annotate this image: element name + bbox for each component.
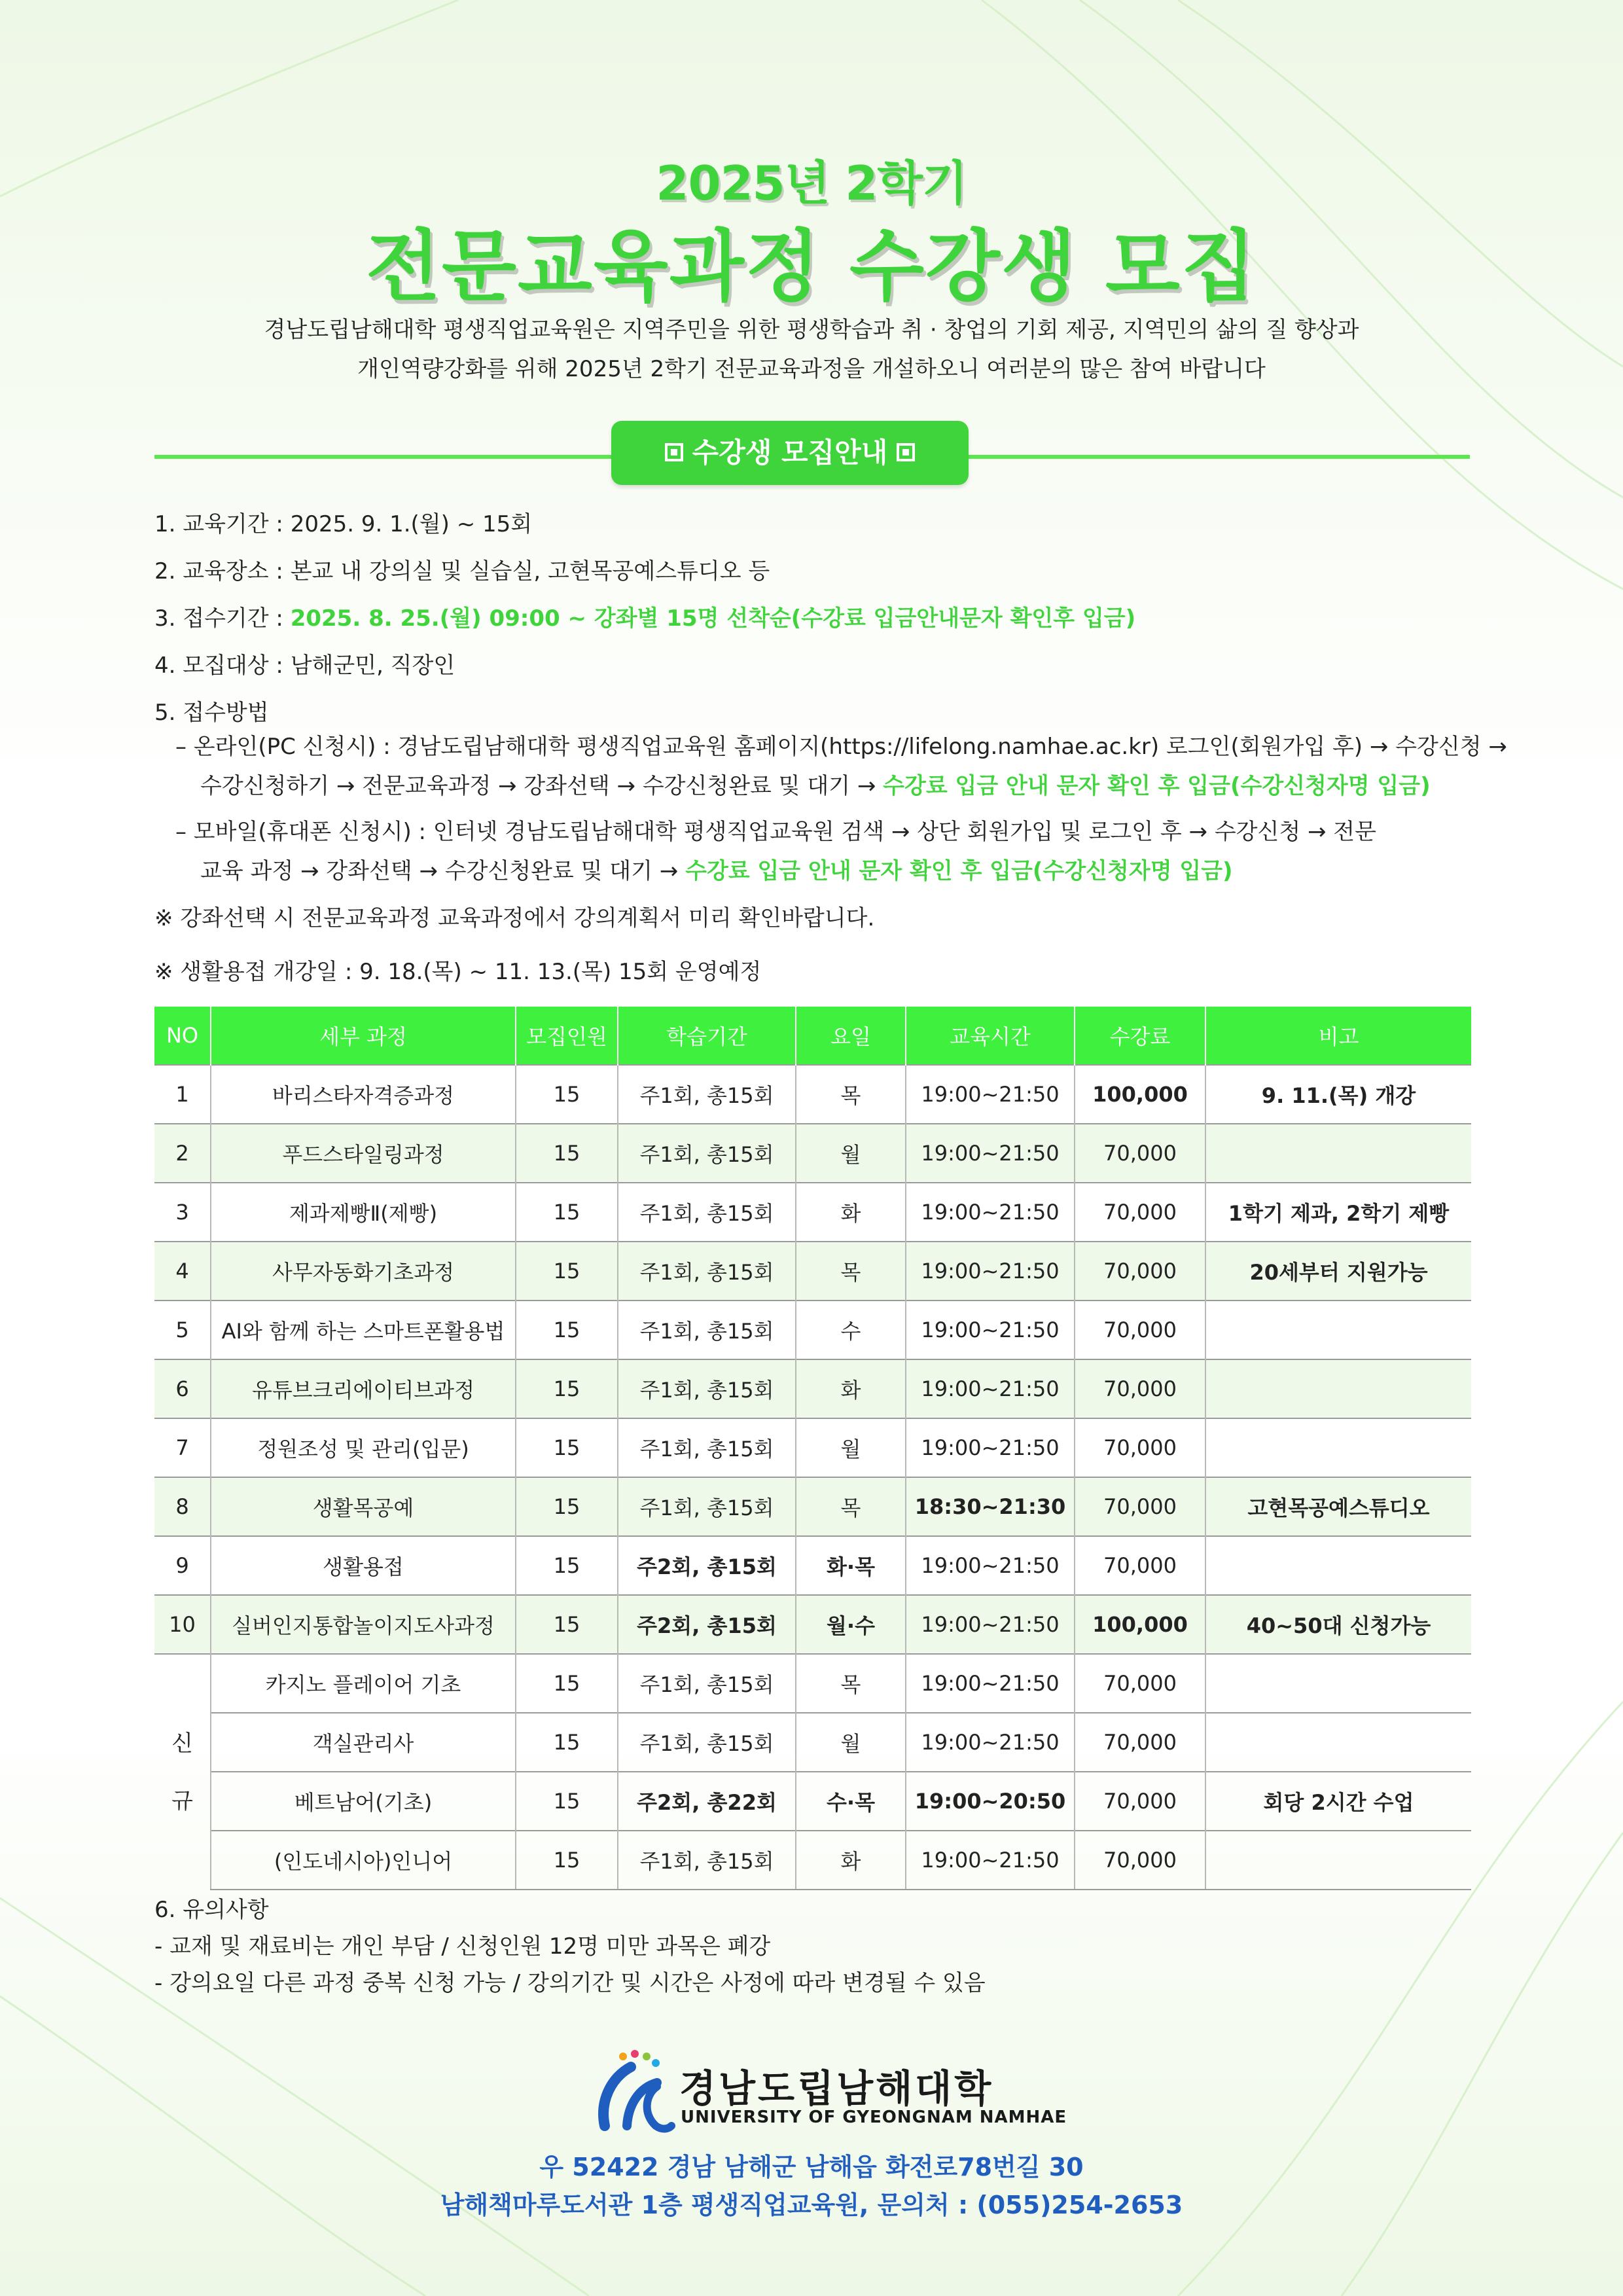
cell-capacity: 15 <box>516 1772 618 1831</box>
info-online-2 <box>200 770 1522 802</box>
cell-time: 19:00~21:50 <box>906 1183 1075 1242</box>
col-header-period: 학습기간 <box>618 1007 796 1065</box>
cell-period: 주1회, 총15회 <box>618 1300 796 1359</box>
cell-fee: 70,000 <box>1075 1831 1205 1890</box>
info-note-check: ※ 강좌선택 시 전문교육과정 교육과정에서 강의계획서 미리 확인바랍니다. <box>154 905 875 931</box>
col-header-capacity: 모집인원 <box>516 1007 618 1065</box>
cell-time: 19:00~21:50 <box>906 1536 1075 1595</box>
table-row <box>154 1359 1471 1418</box>
cell-time: 19:00~21:50 <box>906 1359 1075 1418</box>
cell-course: 푸드스타일링과정 <box>211 1124 516 1183</box>
info-period: 1. 교육기간 : 2025. 9. 1.(월) ~ 15회 <box>154 511 533 537</box>
cell-capacity: 15 <box>516 1124 618 1183</box>
col-header-day: 요일 <box>796 1007 906 1065</box>
cell-time: 19:00~21:50 <box>906 1831 1075 1890</box>
cell-day: 월·수 <box>796 1595 906 1654</box>
cell-time: 19:00~21:50 <box>906 1595 1075 1654</box>
cell-no: 7 <box>154 1418 211 1477</box>
cell-note: 20세부터 지원가능 <box>1205 1242 1471 1300</box>
notes-line-1: - 교재 및 재료비는 개인 부담 / 신청인원 12명 미만 과목은 폐강 <box>154 1933 771 1960</box>
info-reception-value: 2025. 8. 25.(월) 09:00 ~ 강좌별 15명 선착순(수강료 입금안내문자 확인후 입금) <box>290 605 1136 632</box>
cell-day: 화·목 <box>796 1536 906 1595</box>
cell-time: 19:00~20:50 <box>906 1772 1075 1831</box>
logo-name: 경남도립남해대학 <box>679 2066 994 2111</box>
cell-period: 주1회, 총15회 <box>618 1831 796 1890</box>
cell-no: 1 <box>154 1065 211 1124</box>
cell-day: 목 <box>796 1242 906 1300</box>
cell-course: 생활목공예 <box>211 1477 516 1536</box>
address-line-2: 남해책마루도서관 1층 평생직업교육원, 문의처 : (055)254-2653 <box>440 2191 1183 2219</box>
cell-no: 8 <box>154 1477 211 1536</box>
cell-period: 주2회, 총22회 <box>618 1772 796 1831</box>
cell-no: 6 <box>154 1359 211 1418</box>
square-icon <box>665 443 683 461</box>
cell-capacity: 15 <box>516 1595 618 1654</box>
table-row <box>154 1477 1471 1536</box>
cell-time: 19:00~21:50 <box>906 1713 1075 1772</box>
cell-note <box>1205 1654 1471 1713</box>
cell-fee: 100,000 <box>1075 1595 1205 1654</box>
cell-fee: 100,000 <box>1075 1065 1205 1124</box>
cell-period: 주2회, 총15회 <box>618 1536 796 1595</box>
cell-period: 주1회, 총15회 <box>618 1124 796 1183</box>
cell-capacity: 15 <box>516 1065 618 1124</box>
cell-course: AI와 함께 하는 스마트폰활용법 <box>211 1300 516 1359</box>
cell-no: 10 <box>154 1595 211 1654</box>
section-title: 수강생 모집안내 <box>692 437 888 469</box>
cell-note: 1학기 제과, 2학기 제빵 <box>1205 1183 1471 1242</box>
cell-no: 9 <box>154 1536 211 1595</box>
info-mobile-1: – 모바일(휴대폰 신청시) : 인터넷 경남도립남해대학 평생직업교육원 검색 → 상단 회원가입 및 로그인 후 → 수강신청 → 전문 <box>175 819 1376 845</box>
cell-note: 40~50대 신청가능 <box>1205 1595 1471 1654</box>
cell-period: 주1회, 총15회 <box>618 1183 796 1242</box>
cell-course: (인도네시아)인니어 <box>211 1831 516 1890</box>
table-row <box>154 1654 1471 1713</box>
title-year: 2025년 2학기 <box>656 156 967 211</box>
cell-course: 제과제빵Ⅱ(제빵) <box>211 1183 516 1242</box>
cell-capacity: 15 <box>516 1418 618 1477</box>
table-row <box>154 1713 1471 1772</box>
university-logo <box>593 2049 1067 2140</box>
logo-subtitle: UNIVERSITY OF GYEONGNAM NAMHAE <box>681 2108 1067 2127</box>
cell-course: 정원조성 및 관리(입문) <box>211 1418 516 1477</box>
cell-capacity: 15 <box>516 1831 618 1890</box>
cell-course: 실버인지통합놀이지도사과정 <box>211 1595 516 1654</box>
cell-time: 19:00~21:50 <box>906 1300 1075 1359</box>
info-online-2-green: 수강료 입금 안내 문자 확인 후 입금(수강신청자명 입금) <box>883 773 1431 799</box>
cell-period: 주1회, 총15회 <box>618 1359 796 1418</box>
cell-period: 주1회, 총15회 <box>618 1654 796 1713</box>
cell-day: 수 <box>796 1300 906 1359</box>
cell-time: 18:30~21:30 <box>906 1477 1075 1536</box>
cell-no: 4 <box>154 1242 211 1300</box>
info-reception <box>154 603 1476 634</box>
info-note-schedule: ※ 생활용접 개강일 : 9. 18.(목) ~ 11. 13.(목) 15회 운영예정 <box>154 959 762 985</box>
table-row <box>154 1418 1471 1477</box>
square-icon <box>897 443 915 461</box>
col-header-no: NO <box>154 1007 211 1065</box>
page-title: 전문교육과정 수강생 모집 <box>365 221 1258 312</box>
table-row <box>154 1065 1471 1124</box>
info-mobile-2 <box>200 855 1522 887</box>
cell-time: 19:00~21:50 <box>906 1124 1075 1183</box>
cell-fee: 70,000 <box>1075 1477 1205 1536</box>
cell-capacity: 15 <box>516 1242 618 1300</box>
cell-capacity: 15 <box>516 1713 618 1772</box>
cell-period: 주2회, 총15회 <box>618 1595 796 1654</box>
table-row <box>154 1300 1471 1359</box>
cell-course: 바리스타자격증과정 <box>211 1065 516 1124</box>
cell-time: 19:00~21:50 <box>906 1654 1075 1713</box>
info-mobile-2-text: 교육 과정 → 강좌선택 → 수강신청완료 및 대기 → <box>200 858 686 884</box>
table-header-row <box>154 1007 1471 1065</box>
cell-note <box>1205 1300 1471 1359</box>
section-title-badge <box>611 421 969 485</box>
cell-day: 월 <box>796 1713 906 1772</box>
cell-note: 회당 2시간 수업 <box>1205 1772 1471 1831</box>
intro-line-1: 경남도립남해대학 평생직업교육원은 지역주민을 위한 평생학습과 취 · 창업의 기회 제공, 지역민의 삶의 질 향상과 <box>264 317 1359 343</box>
info-mobile-2-green: 수강료 입금 안내 문자 확인 후 입금(수강신청자명 입금) <box>685 858 1233 884</box>
cell-capacity: 15 <box>516 1654 618 1713</box>
col-header-time: 교육시간 <box>906 1007 1075 1065</box>
cell-capacity: 15 <box>516 1300 618 1359</box>
notes-line-2: - 강의요일 다른 과정 중복 신청 가능 / 강의기간 및 시간은 사정에 따라 변경될 수 있음 <box>154 1970 986 1996</box>
col-header-note: 비고 <box>1205 1007 1471 1065</box>
cell-note <box>1205 1124 1471 1183</box>
cell-course: 사무자동화기초과정 <box>211 1242 516 1300</box>
cell-note <box>1205 1831 1471 1890</box>
cell-day: 월 <box>796 1418 906 1477</box>
table-row <box>154 1595 1471 1654</box>
cell-fee: 70,000 <box>1075 1359 1205 1418</box>
cell-day: 화 <box>796 1359 906 1418</box>
cell-day: 수·목 <box>796 1772 906 1831</box>
cell-course: 카지노 플레이어 기초 <box>211 1654 516 1713</box>
cell-capacity: 15 <box>516 1536 618 1595</box>
cell-period: 주1회, 총15회 <box>618 1242 796 1300</box>
cell-period: 주1회, 총15회 <box>618 1065 796 1124</box>
course-table <box>154 1007 1471 1890</box>
notes-title: 6. 유의사항 <box>154 1897 269 1923</box>
cell-note: 고현목공예스튜디오 <box>1205 1477 1471 1536</box>
cell-course: 생활용접 <box>211 1536 516 1595</box>
cell-time: 19:00~21:50 <box>906 1418 1075 1477</box>
table-row <box>154 1124 1471 1183</box>
cell-fee: 70,000 <box>1075 1300 1205 1359</box>
cell-fee: 70,000 <box>1075 1654 1205 1713</box>
cell-note <box>1205 1536 1471 1595</box>
intro-text <box>0 310 1623 389</box>
info-online-1: – 온라인(PC 신청시) : 경남도립남해대학 평생직업교육원 홈페이지(https://lifelong.namhae.ac.kr) 로그인(회원가입 후) → 수강신청 → <box>175 734 1507 760</box>
col-header-course: 세부 과정 <box>211 1007 516 1065</box>
cell-capacity: 15 <box>516 1183 618 1242</box>
cell-day: 화 <box>796 1183 906 1242</box>
cell-period: 주1회, 총15회 <box>618 1477 796 1536</box>
cell-capacity: 15 <box>516 1359 618 1418</box>
col-header-fee: 수강료 <box>1075 1007 1205 1065</box>
cell-course: 객실관리사 <box>211 1713 516 1772</box>
cell-day: 목 <box>796 1654 906 1713</box>
cell-note <box>1205 1713 1471 1772</box>
cell-fee: 70,000 <box>1075 1418 1205 1477</box>
cell-time: 19:00~21:50 <box>906 1242 1075 1300</box>
table-row <box>154 1772 1471 1831</box>
cell-fee: 70,000 <box>1075 1536 1205 1595</box>
cell-no: 2 <box>154 1124 211 1183</box>
cell-day: 목 <box>796 1477 906 1536</box>
cell-time: 19:00~21:50 <box>906 1065 1075 1124</box>
cell-course: 유튜브크리에이티브과정 <box>211 1359 516 1418</box>
notes-section <box>154 1892 986 2001</box>
cell-no: 5 <box>154 1300 211 1359</box>
table-row <box>154 1831 1471 1890</box>
cell-note: 9. 11.(목) 개강 <box>1205 1065 1471 1124</box>
cell-fee: 70,000 <box>1075 1183 1205 1242</box>
university-emblem-icon <box>593 2049 678 2140</box>
cell-note <box>1205 1418 1471 1477</box>
cell-no: 3 <box>154 1183 211 1242</box>
info-reception-label: 3. 접수기간 : <box>154 605 291 632</box>
cell-fee: 70,000 <box>1075 1772 1205 1831</box>
cell-fee: 70,000 <box>1075 1713 1205 1772</box>
cell-new-label <box>154 1654 211 1890</box>
info-online-2-text: 수강신청하기 → 전문교육과정 → 강좌선택 → 수강신청완료 및 대기 → <box>200 773 883 799</box>
cell-day: 목 <box>796 1065 906 1124</box>
cell-day: 화 <box>796 1831 906 1890</box>
new-label-2: 규 <box>171 1787 193 1814</box>
cell-day: 월 <box>796 1124 906 1183</box>
cell-period: 주1회, 총15회 <box>618 1418 796 1477</box>
cell-fee: 70,000 <box>1075 1124 1205 1183</box>
intro-line-2: 개인역량강화를 위해 2025년 2학기 전문교육과정을 개설하오니 여러분의 많은 참여 바랍니다 <box>357 356 1266 382</box>
cell-period: 주1회, 총15회 <box>618 1713 796 1772</box>
table-row <box>154 1242 1471 1300</box>
table-row <box>154 1536 1471 1595</box>
table-row <box>154 1183 1471 1242</box>
info-place: 2. 교육장소 : 본교 내 강의실 및 실습실, 고현목공예스튜디오 등 <box>154 558 770 584</box>
new-label-1: 신 <box>171 1730 193 1757</box>
info-method-title: 5. 접수방법 <box>154 700 269 726</box>
cell-note <box>1205 1359 1471 1418</box>
cell-capacity: 15 <box>516 1477 618 1536</box>
address-line-1: 우 52422 경남 남해군 남해읍 화전로78번길 30 <box>539 2153 1084 2181</box>
cell-fee: 70,000 <box>1075 1242 1205 1300</box>
cell-course: 베트남어(기초) <box>211 1772 516 1831</box>
info-target: 4. 모집대상 : 남해군민, 직장인 <box>154 653 455 679</box>
